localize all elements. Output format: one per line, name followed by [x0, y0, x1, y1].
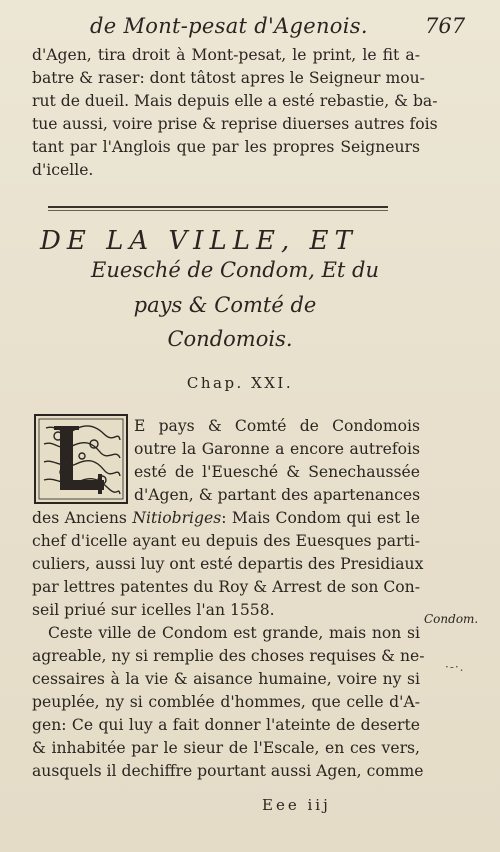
- ornamental-initial-icon: [34, 414, 128, 504]
- text-line: & inhabitée par le sieur de l'Escale, en ces vers,: [32, 739, 420, 757]
- chapter-title-line-3: pays & Comté de: [133, 293, 317, 317]
- text-line: outre la Garonne a encore autrefois: [134, 440, 420, 458]
- chapter-title-line-1: DE LA VILLE, ET: [40, 226, 358, 256]
- text-line: d'Agen, & partant des apartenances: [134, 486, 421, 504]
- text-line: gen: Ce qui luy a fait donner l'ateinte de deserte: [32, 716, 420, 734]
- section-rule-thin: [48, 210, 388, 211]
- text-line: par lettres patentes du Roy & Arrest de son Con-: [32, 578, 420, 596]
- svg-text:L: L: [66, 464, 67, 465]
- text-line: E pays & Comté de Condomois: [134, 417, 420, 435]
- italic-name: Nitiobriges: [132, 509, 222, 527]
- text-line: agreable, ny si remplie des choses requises & ne-: [32, 647, 425, 665]
- text-line: seil priué sur icelles l'an 1558.: [32, 601, 275, 619]
- text-line: cessaires à la vie & aisance humaine, voire ny si: [32, 670, 420, 688]
- text-line: des Anciens Nitiobriges: Mais Condom qui est le: [32, 509, 420, 527]
- text-line: rut de dueil. Mais depuis elle a esté rebastie, & ba-: [32, 92, 438, 110]
- text-line: tant par l'Anglois que par les propres Seigneurs: [32, 138, 420, 156]
- chapter-title-line-2: Euesché de Condom, Et du: [91, 258, 379, 282]
- text-line: esté de l'Euesché & Senechaussée: [134, 463, 420, 481]
- chapter-title-line-4: Condomois.: [167, 327, 293, 351]
- text-line: Ceste ville de Condom est grande, mais non si: [48, 624, 420, 642]
- text-line: chef d'icelle ayant eu depuis des Euesques parti-: [32, 532, 420, 550]
- text-line: tue aussi, voire prise & reprise diuerses autres fois: [32, 115, 438, 133]
- running-head: de Mont-pesat d'Agenois.: [90, 14, 368, 38]
- section-rule: [48, 206, 388, 208]
- text-line: peuplée, ny si comblée d'hommes, que celle d'A-: [32, 693, 420, 711]
- text-line: culiers, aussi luy ont esté departis des Presidiaux: [32, 555, 424, 573]
- page-number: 767: [425, 14, 466, 38]
- text-line: d'Agen, tira droit à Mont-pesat, le print, le fit a-: [32, 46, 420, 64]
- text-line: d'icelle.: [32, 161, 94, 179]
- margin-note: Condom.: [424, 612, 479, 626]
- signature-mark: Eee iij: [262, 796, 331, 814]
- text-line: batre & raser: dont tâtost apres le Seigneur mou-: [32, 69, 425, 87]
- margin-mark: ·-·.: [445, 660, 465, 674]
- text-line: ausquels il dechiffre pourtant aussi Agen, comme: [32, 762, 424, 780]
- chapter-number: Chap. XXI.: [186, 374, 294, 392]
